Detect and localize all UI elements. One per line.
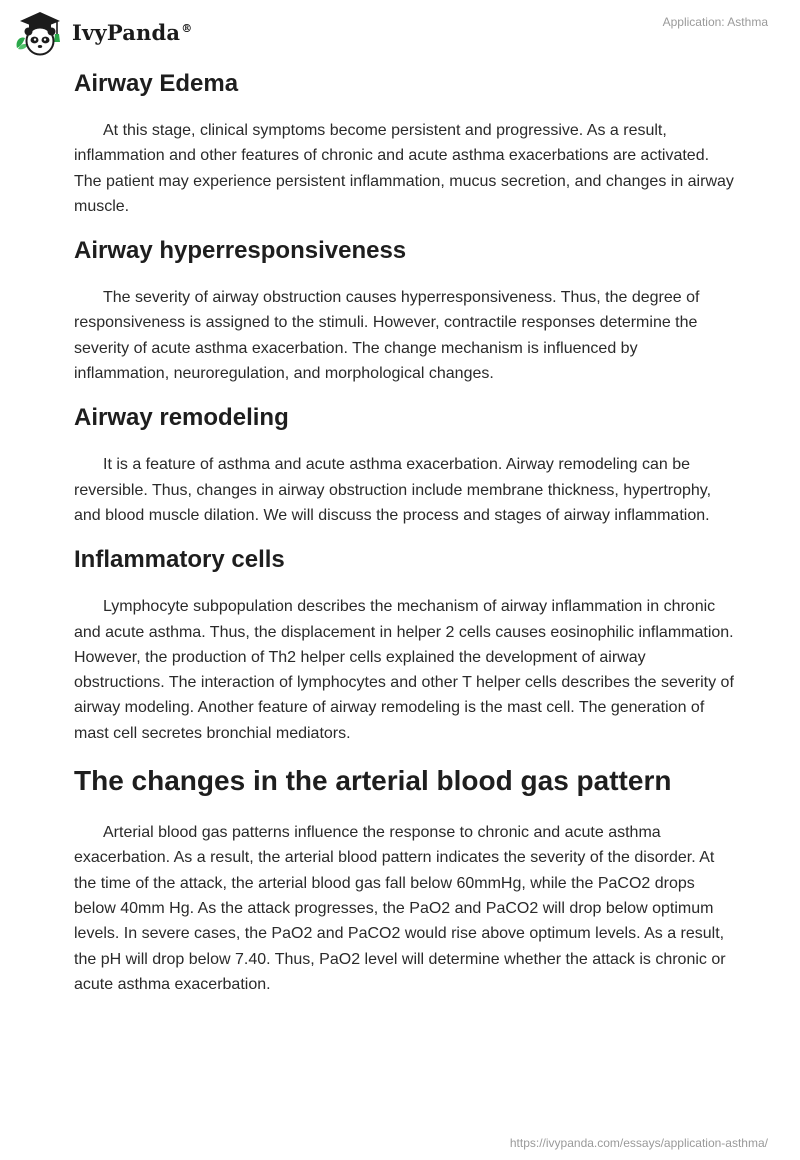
- section-heading: Airway hyperresponsiveness: [74, 237, 407, 265]
- section-paragraph: The severity of airway obstruction causes hyperresponsiveness. Thus, the degree of responsiveness is assigned to the stimuli. However, contractile responses determine the severity of acute asthma exacerbation. The change mechanism is influenced by inflammation, neuroregulation, and morphological changes.: [74, 289, 700, 383]
- site-logo[interactable]: [14, 8, 192, 56]
- main-heading: The changes in the arterial blood gas pattern: [74, 765, 672, 797]
- running-title: Application: Asthma: [662, 15, 768, 29]
- registered-mark: ®: [181, 21, 193, 35]
- essay-content: [74, 68, 734, 1013]
- source-url: https://ivypanda.com/essays/application-asthma/: [509, 1136, 768, 1150]
- section-heading: Inflammatory cells: [74, 546, 285, 574]
- section-arterial-blood-gas: [74, 762, 734, 997]
- section-heading: Airway Edema: [74, 70, 239, 97]
- panda-graduation-cap-icon: [14, 8, 66, 56]
- section-paragraph: Lymphocyte subpopulation describes the mechanism of airway inflammation in chronic and acute asthma. Thus, the displacement in helper 2 cells causes eosinophilic inflammation. However, the production of Th2 helper cells explained the development of airway obstructions. The interaction of lymphocytes and other T helper cells describes the severity of airway modeling. Another feature of airway remodeling is the mast cell. The generation of mast cell secretes bronchial mediators.: [74, 598, 734, 742]
- section-paragraph: Arterial blood gas patterns influence the response to chronic and acute asthma exacerbation. As a result, the arterial blood pattern indicates the severity of the disorder. At the time of the attack, the arterial blood gas fall below 60mmHg, while the PaCO2 drops below 40mm Hg. As the attack progresses, the PaO2 and PaCO2 will drop below optimum levels. In severe cases, the PaO2 and PaCO2 would rise above optimum levels. As a result, the pH will drop below 7.40. Thus, PaO2 level will determine whether the attack is chronic or acute asthma exacerbation.: [74, 824, 726, 993]
- section-inflammatory-cells: [74, 544, 734, 746]
- section-airway-remodeling: [74, 402, 734, 528]
- section-paragraph: At this stage, clinical symptoms become persistent and progressive. As a result, inflammation and other features of chronic and acute asthma exacerbations are activated. The patient may experience persistent inflammation, mucus secretion, and changes in airway muscle.: [74, 122, 734, 215]
- brand-wordmark: IvyPanda: [72, 19, 181, 45]
- page-header: [0, 0, 800, 64]
- section-heading: Airway remodeling: [74, 404, 289, 432]
- section-paragraph: It is a feature of asthma and acute asthma exacerbation. Airway remodeling can be reversible. Thus, changes in airway obstruction include membrane thickness, hypertrophy, and blood muscle dilation. We will discuss the process and stages of airway inflammation.: [74, 456, 712, 524]
- section-airway-hyperresponsiveness: [74, 235, 734, 386]
- brand-name: [72, 20, 192, 45]
- section-airway-edema: [74, 68, 734, 219]
